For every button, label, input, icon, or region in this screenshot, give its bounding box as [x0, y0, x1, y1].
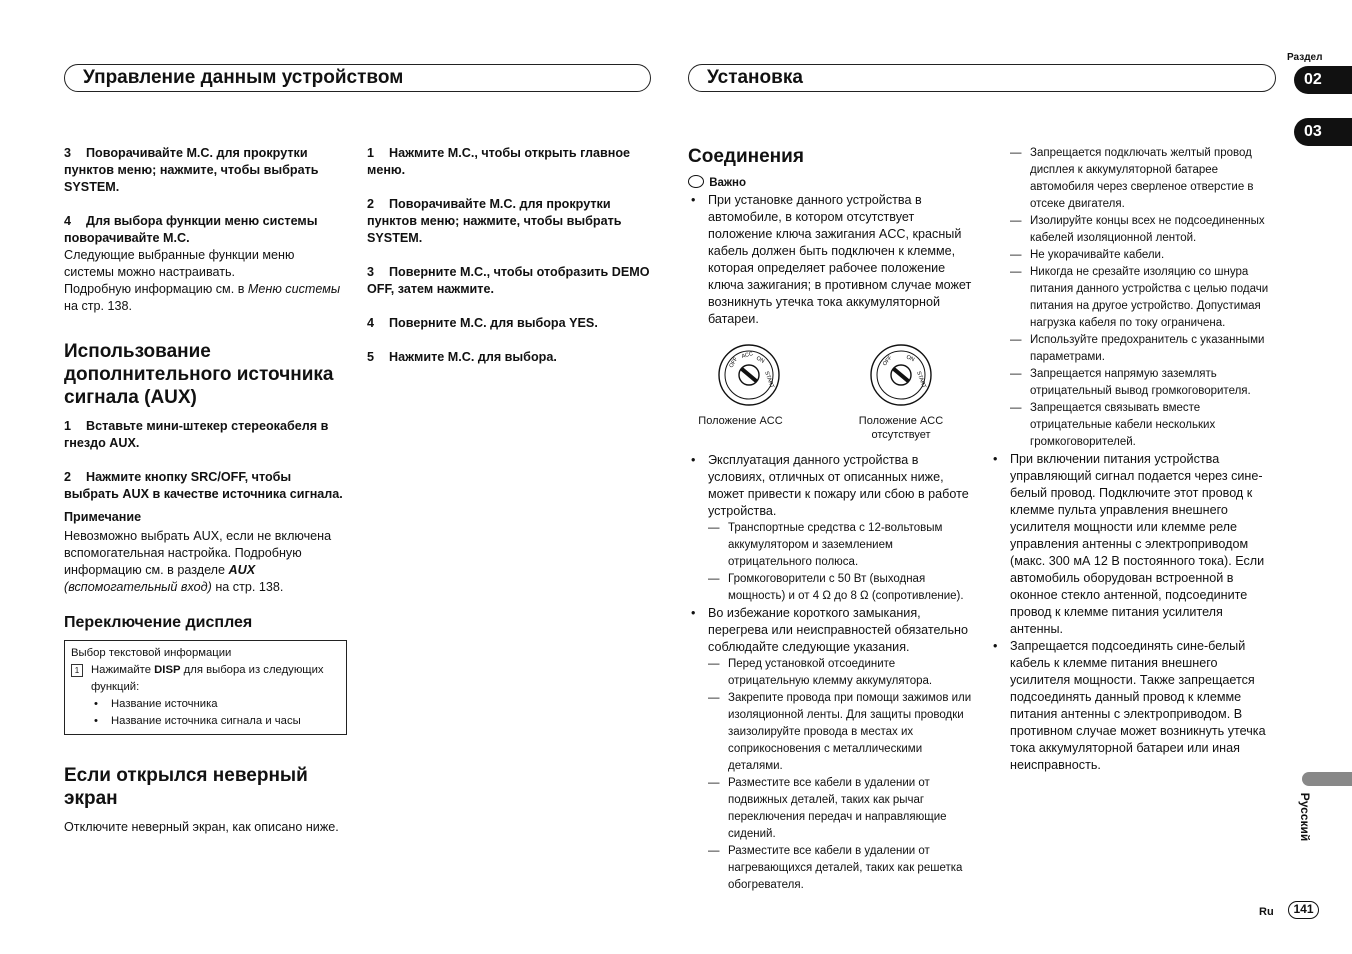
- info-box: [64, 640, 347, 735]
- demo-step-4: 4 Поверните M.C. для выбора YES.: [367, 316, 598, 330]
- note-text: Невозможно выбрать AUX, если не включена вспомогательная настройка. Подробную информацию см. в разделе AUX (вспомогательный вход) на стр. 138.: [64, 529, 332, 594]
- svg-text:ON: ON: [755, 355, 766, 365]
- svg-text:ON: ON: [905, 354, 916, 364]
- precaution-item: — Изолируйте концы всех не подсоединенных кабелей изоляционной лентой.: [1010, 213, 1277, 247]
- precaution-item: — Не укорачивайте кабели.: [1010, 247, 1277, 264]
- box-item: • Название источника сигнала и часы: [91, 713, 340, 730]
- section-label: Раздел: [1287, 52, 1323, 63]
- precaution-item: — Запрещается подключать желтый провод дисплея к аккумуляторной батарее автомобиля через сверленое отверстие в отсеке двигателя.: [1010, 145, 1277, 213]
- note-title: Примечание: [64, 510, 142, 524]
- section-tab-03[interactable]: 03: [1294, 118, 1352, 146]
- svg-text:START: START: [915, 370, 927, 390]
- step-4: 4 Для выбора функции меню системы поворачивайте M.C.: [64, 214, 318, 245]
- aux-heading: Использование дополнительного источника сигнала (AUX): [64, 341, 334, 408]
- bullet-blue-white-warning: • Запрещается подсоединять сине-белый кабель к клемме питания внешнего усилителя мощности. Также запрещается подсоединять данный провод к клемме питания антенны с электроприводом. В противном случае может возникнуть утечка тока аккумуляторной батареи или иная неисправность.: [990, 638, 1277, 774]
- ignition-no-acc-icon: [870, 344, 932, 406]
- bullet-precautions: • Во избежание короткого замыкания, перегрева или неисправностей обязательно соблюдайте следующие указания. — Перед установкой отсоедините отрицательную клемму аккумулятора. — Закрепите провода при помощи зажимов или изоляционной ленты. Для защиты проводки заизолируйте провода в местах их соприкосновения с металлическими деталями. — Разместите все кабели в удалении от подвижных деталей, таких как рычаг переключения передач и направляющие сидений. — Разместите все кабели в удалении от нагревающихся деталей, таких как решетка обогревателя.: [688, 605, 974, 894]
- column-2: [367, 145, 650, 383]
- bullet-blue-white-wire: • При включении питания устройства управляющий сигнал подается через сине-белый провод. Подключите этот провод к клемме пульта управления внешнего усилителя мощности или клемме реле управления антенны с электроприводом (макс. 300 мА 12 В постоянного тока). Если автомобиль оборудован встроенной в оконное стекло антенной, подсоедините провод к клемме питания усилителя антенны.: [990, 451, 1277, 638]
- ignition-acc-figure: [718, 344, 780, 411]
- svg-text:OFF: OFF: [881, 355, 894, 368]
- demo-step-2: 2 Поворачивайте M.C. для прокрутки пунктов меню; нажмите, чтобы выбрать SYSTEM.: [367, 197, 622, 245]
- svg-text:START: START: [763, 370, 775, 390]
- page-number: 141: [1288, 901, 1319, 919]
- condition-item: — Громкоговорители с 50 Вт (выходная мощность) и от 4 Ω до 8 Ω (сопротивление).: [708, 571, 974, 605]
- display-heading: Переключение дисплея: [64, 614, 253, 631]
- precaution-item: — Запрещается напрямую заземлять отрицательный вывод громкоговорителя.: [1010, 366, 1277, 400]
- precaution-item: — Используйте предохранитель с указанными параметрами.: [1010, 332, 1277, 366]
- language-label: Русский: [1298, 792, 1312, 842]
- menu-link[interactable]: Меню системы: [247, 282, 341, 296]
- ignition-no-acc-figure: [870, 344, 932, 411]
- demo-step-3: 3 Поверните M.C., чтобы отобразить DEMO OFF, затем нажмите.: [367, 265, 650, 296]
- connections-heading: Соединения: [688, 146, 804, 167]
- language-tab[interactable]: [1302, 772, 1352, 786]
- section-tab-02[interactable]: 02: [1294, 66, 1352, 94]
- step-4-reference: Подробную информацию см. в Меню системы на стр. 138.: [64, 282, 341, 313]
- section-title-right: Установка: [707, 67, 803, 88]
- precaution-item: — Разместите все кабели в удалении от подвижных деталей, таких как рычаг переключения передач и направляющие сидений.: [708, 775, 974, 843]
- precaution-item: — Разместите все кабели в удалении от нагревающихся деталей, таких как решетка обогревателя.: [708, 843, 974, 894]
- bullet-conditions: • Эксплуатация данного устройства в условиях, отличных от описанных ниже, может привести к пожару или сбою в работе устройства. — Транспортные средства с 12-вольтовым аккумулятором и заземлением отрицательного полюса. — Громкоговорители с 50 Вт (выходная мощность) и от 4 Ω до 8 Ω (сопротивление).: [688, 452, 974, 605]
- section-header-right: [688, 64, 1276, 92]
- no-acc-caption: Положение ACC отсутствует: [858, 415, 944, 441]
- svg-text:OFF: OFF: [728, 356, 740, 369]
- acc-caption: Положение ACC: [698, 415, 783, 427]
- ignition-acc-icon: [718, 344, 780, 406]
- aux-step-2: 2 Нажмите кнопку SRC/OFF, чтобы выбрать AUX в качестве источника сигнала.: [64, 470, 343, 501]
- aux-step-1: 1 Вставьте мини-штекер стереокабеля в гнездо AUX.: [64, 419, 329, 450]
- precaution-item: — Перед установкой отсоедините отрицательную клемму аккумулятора.: [708, 656, 974, 690]
- important-icon: [688, 175, 704, 188]
- section-title-left: Управление данным устройством: [83, 67, 404, 88]
- box-item: • Название источника: [91, 696, 340, 713]
- precaution-item: — Закрепите провода при помощи зажимов или изоляционной ленты. Для защиты проводки заизолируйте провода в местах их соприкосновения с металлическими деталями.: [708, 690, 974, 775]
- condition-item: — Транспортные средства с 12-вольтовым аккумулятором и заземлением отрицательного полюса.: [708, 520, 974, 571]
- important-label: Важно: [688, 175, 974, 192]
- step-3: 3 Поворачивайте M.C. для прокрутки пунктов меню; нажмите, чтобы выбрать SYSTEM.: [64, 146, 319, 194]
- column-1: [64, 145, 347, 836]
- wrong-screen-heading: Если открылся неверный экран: [64, 765, 308, 809]
- section-header-left: [64, 64, 651, 92]
- demo-step-5: 5 Нажмите M.C. для выбора.: [367, 350, 557, 364]
- column-3: [688, 145, 974, 894]
- language-code: Ru: [1259, 906, 1274, 918]
- demo-step-1: 1 Нажмите M.C., чтобы открыть главное меню.: [367, 146, 631, 177]
- column-4: [990, 145, 1277, 774]
- box-title: Выбор текстовой информации: [71, 647, 232, 659]
- ignition-figures: [688, 334, 974, 446]
- svg-text:ACC: ACC: [740, 351, 754, 360]
- box-step: 1 Нажимайте DISP для выбора из следующих функций:: [71, 662, 340, 696]
- bullet-acc: • При установке данного устройства в автомобиле, в котором отсутствует положение ключа зажигания ACC, красный кабель должен быть подключен к клемме, которая определяет рабочее положение ключа зажигания; в противном случае может возникнуть утечка тока аккумуляторной батареи.: [688, 192, 974, 328]
- precaution-item: — Никогда не срезайте изоляцию со шнура питания данного устройства с целью подачи питания на другое устройство. Допустимая нагрузка кабеля по току ограничена.: [1010, 264, 1277, 332]
- wrong-screen-text: Отключите неверный экран, как описано ниже.: [64, 820, 339, 834]
- step-4-description: Следующие выбранные функции меню системы можно настраивать.: [64, 248, 295, 279]
- precaution-item: — Запрещается связывать вместе отрицательные кабели нескольких громкоговорителей.: [1010, 400, 1277, 451]
